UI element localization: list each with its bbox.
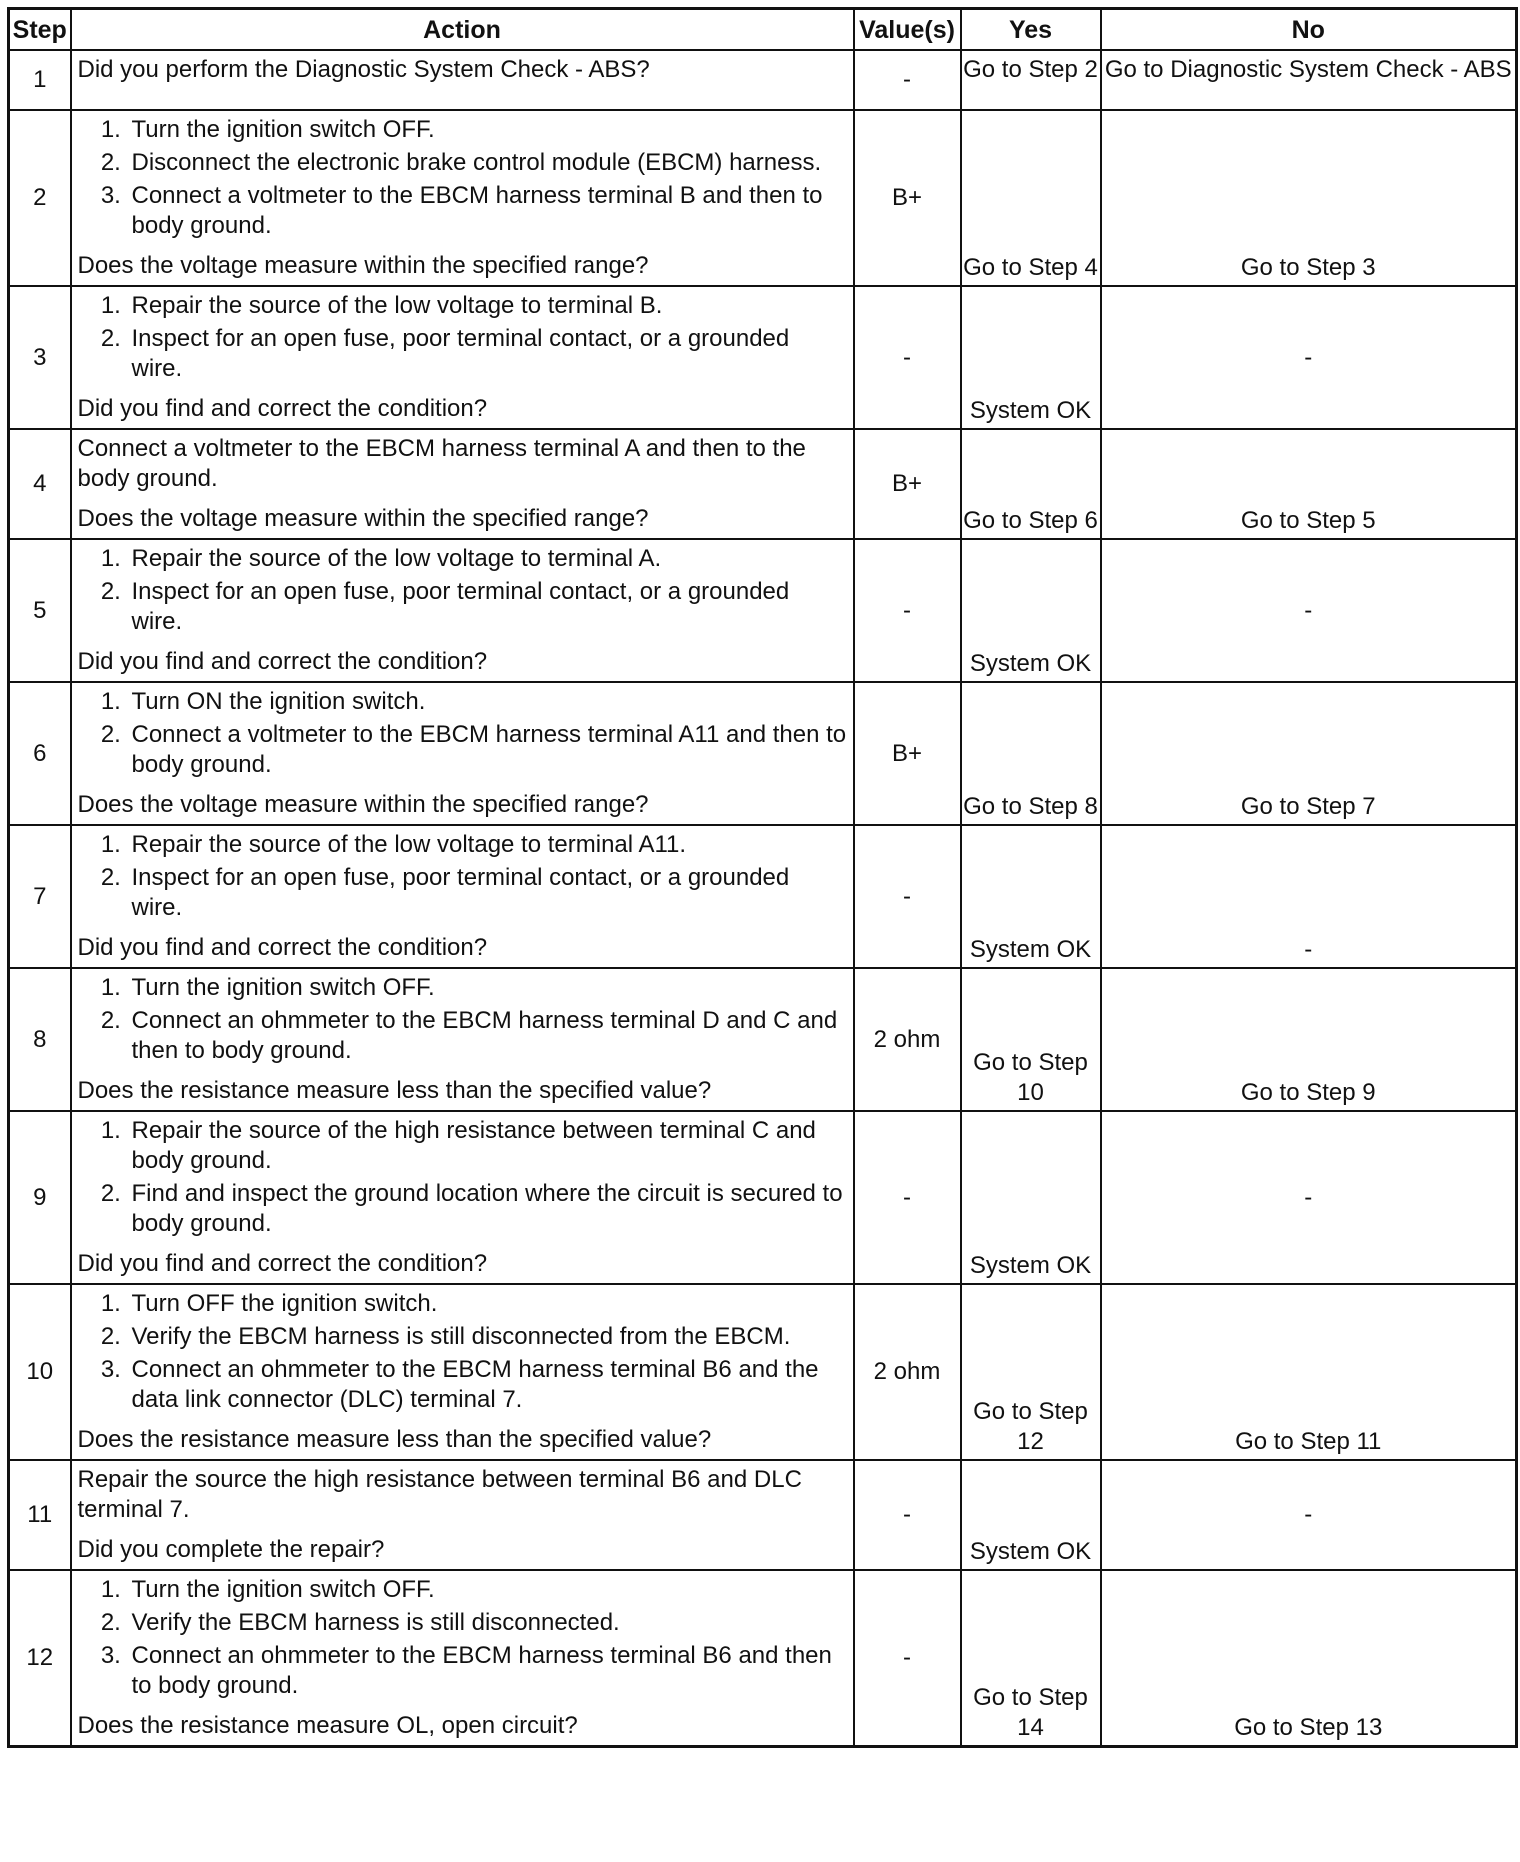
- header-action: Action: [71, 9, 854, 51]
- table-row: [9, 1284, 1517, 1460]
- action-list: [78, 1116, 847, 1239]
- yes-cell: System OK: [961, 1111, 1101, 1284]
- step-number: 5: [9, 539, 71, 682]
- action-question: Does the resistance measure less than the specified value?: [77, 1426, 712, 1453]
- table-row: [9, 539, 1517, 682]
- no-cell: Go to Step 9: [1101, 968, 1517, 1111]
- action-question: Did you find and correct the condition?: [77, 395, 488, 422]
- action-question: Did you find and correct the condition?: [77, 648, 488, 675]
- yes-cell: Go to Step 6: [961, 429, 1101, 539]
- step-number: 1: [9, 50, 71, 110]
- step-number: 2: [9, 110, 71, 286]
- table-row: [9, 286, 1517, 429]
- no-cell: Go to Step 3: [1101, 110, 1517, 286]
- action-item: 3. Connect an ohmmeter to the EBCM harness terminal B6 and the data link connector (DLC) terminal 7.: [128, 1355, 847, 1415]
- yes-cell: Go to Step 10: [961, 968, 1101, 1111]
- action-item: 2. Inspect for an open fuse, poor terminal contact, or a grounded wire.: [128, 324, 847, 384]
- action-text: Did you perform the Diagnostic System Check - ABS?: [77, 56, 650, 83]
- action-item: 1. Repair the source of the low voltage to terminal B.: [128, 291, 847, 321]
- table-row: [9, 1111, 1517, 1284]
- table-row: [9, 110, 1517, 286]
- no-cell: -: [1101, 286, 1517, 429]
- value-cell: -: [854, 825, 961, 968]
- action-list: [78, 687, 847, 780]
- action-list: [78, 1289, 847, 1415]
- step-number: 7: [9, 825, 71, 968]
- action-question: Did you find and correct the condition?: [77, 934, 488, 961]
- no-cell: -: [1101, 1111, 1517, 1284]
- action-list: [78, 291, 847, 384]
- table-row: [9, 682, 1517, 825]
- action-item: 1. Turn the ignition switch OFF.: [128, 1575, 847, 1605]
- step-number: 6: [9, 682, 71, 825]
- value-cell: -: [854, 1460, 961, 1570]
- action-question: Does the resistance measure OL, open circuit?: [77, 1712, 578, 1739]
- action-cell: [71, 968, 854, 1111]
- action-question: Does the voltage measure within the specified range?: [77, 252, 649, 279]
- value-cell: -: [854, 286, 961, 429]
- action-text: Repair the source the high resistance between terminal B6 and DLC terminal 7.: [77, 1466, 802, 1523]
- action-item: 1. Repair the source of the high resistance between terminal C and body ground.: [128, 1116, 847, 1176]
- step-number: 4: [9, 429, 71, 539]
- step-number: 9: [9, 1111, 71, 1284]
- no-cell: Go to Step 7: [1101, 682, 1517, 825]
- action-list: [78, 830, 847, 923]
- header-no: No: [1101, 9, 1517, 51]
- value-cell: -: [854, 539, 961, 682]
- yes-cell: Go to Step 2: [961, 50, 1101, 110]
- action-list: [78, 115, 847, 241]
- value-cell: B+: [854, 429, 961, 539]
- action-question: Does the voltage measure within the specified range?: [77, 791, 649, 818]
- header-row: [9, 9, 1517, 51]
- action-item: 2. Inspect for an open fuse, poor terminal contact, or a grounded wire.: [128, 863, 847, 923]
- yes-cell: Go to Step 4: [961, 110, 1101, 286]
- diagnostic-table: [7, 7, 1518, 1748]
- action-cell: [71, 825, 854, 968]
- step-number: 11: [9, 1460, 71, 1570]
- action-item: 1. Turn the ignition switch OFF.: [128, 973, 847, 1003]
- action-item: 1. Repair the source of the low voltage to terminal A11.: [128, 830, 847, 860]
- action-item: 2. Find and inspect the ground location where the circuit is secured to body ground.: [128, 1179, 847, 1239]
- action-item: 2. Connect an ohmmeter to the EBCM harness terminal D and C and then to body ground.: [128, 1006, 847, 1066]
- action-item: 1. Turn OFF the ignition switch.: [128, 1289, 847, 1319]
- action-item: 2. Disconnect the electronic brake control module (EBCM) harness.: [128, 148, 847, 178]
- value-cell: B+: [854, 110, 961, 286]
- header-yes: Yes: [961, 9, 1101, 51]
- no-cell: -: [1101, 825, 1517, 968]
- step-number: 3: [9, 286, 71, 429]
- action-cell: [71, 286, 854, 429]
- yes-cell: Go to Step 12: [961, 1284, 1101, 1460]
- action-cell: [71, 682, 854, 825]
- action-list: [78, 973, 847, 1066]
- action-item: 1. Repair the source of the low voltage to terminal A.: [128, 544, 847, 574]
- action-question: Does the voltage measure within the specified range?: [77, 505, 649, 532]
- action-cell: [71, 1284, 854, 1460]
- yes-cell: Go to Step 14: [961, 1570, 1101, 1747]
- table-row: [9, 50, 1517, 110]
- step-number: 12: [9, 1570, 71, 1747]
- value-cell: 2 ohm: [854, 1284, 961, 1460]
- header-values: Value(s): [854, 9, 961, 51]
- action-cell: [71, 429, 854, 539]
- action-cell: [71, 1570, 854, 1747]
- yes-cell: System OK: [961, 539, 1101, 682]
- table-row: [9, 968, 1517, 1111]
- action-cell: [71, 50, 854, 110]
- action-list: [78, 544, 847, 637]
- table-row: [9, 1570, 1517, 1747]
- step-number: 10: [9, 1284, 71, 1460]
- action-question: Did you find and correct the condition?: [77, 1250, 488, 1277]
- yes-cell: System OK: [961, 825, 1101, 968]
- value-cell: B+: [854, 682, 961, 825]
- yes-cell: System OK: [961, 286, 1101, 429]
- action-question: Does the resistance measure less than the specified value?: [77, 1077, 712, 1104]
- action-cell: [71, 1111, 854, 1284]
- action-item: 1. Turn the ignition switch OFF.: [128, 115, 847, 145]
- header-step: Step: [9, 9, 71, 51]
- action-cell: [71, 539, 854, 682]
- table-row: [9, 1460, 1517, 1570]
- no-cell: Go to Diagnostic System Check - ABS: [1101, 50, 1517, 110]
- table-row: [9, 429, 1517, 539]
- action-cell: [71, 1460, 854, 1570]
- action-item: 3. Connect a voltmeter to the EBCM harness terminal B and then to body ground.: [128, 181, 847, 241]
- action-list: [78, 1575, 847, 1701]
- value-cell: -: [854, 50, 961, 110]
- yes-cell: System OK: [961, 1460, 1101, 1570]
- action-item: 2. Connect a voltmeter to the EBCM harness terminal A11 and then to body ground.: [128, 720, 847, 780]
- action-item: 3. Connect an ohmmeter to the EBCM harness terminal B6 and then to body ground.: [128, 1641, 847, 1701]
- value-cell: -: [854, 1570, 961, 1747]
- no-cell: Go to Step 11: [1101, 1284, 1517, 1460]
- value-cell: 2 ohm: [854, 968, 961, 1111]
- no-cell: -: [1101, 539, 1517, 682]
- action-item: 2. Inspect for an open fuse, poor terminal contact, or a grounded wire.: [128, 577, 847, 637]
- table-row: [9, 825, 1517, 968]
- step-number: 8: [9, 968, 71, 1111]
- no-cell: Go to Step 5: [1101, 429, 1517, 539]
- no-cell: Go to Step 13: [1101, 1570, 1517, 1747]
- action-item: 1. Turn ON the ignition switch.: [128, 687, 847, 717]
- action-cell: [71, 110, 854, 286]
- yes-cell: Go to Step 8: [961, 682, 1101, 825]
- value-cell: -: [854, 1111, 961, 1284]
- action-text: Connect a voltmeter to the EBCM harness terminal A and then to the body ground.: [77, 435, 806, 492]
- action-question: Did you complete the repair?: [77, 1536, 385, 1563]
- action-item: 2. Verify the EBCM harness is still disconnected.: [128, 1608, 847, 1638]
- action-item: 2. Verify the EBCM harness is still disconnected from the EBCM.: [128, 1322, 847, 1352]
- no-cell: -: [1101, 1460, 1517, 1570]
